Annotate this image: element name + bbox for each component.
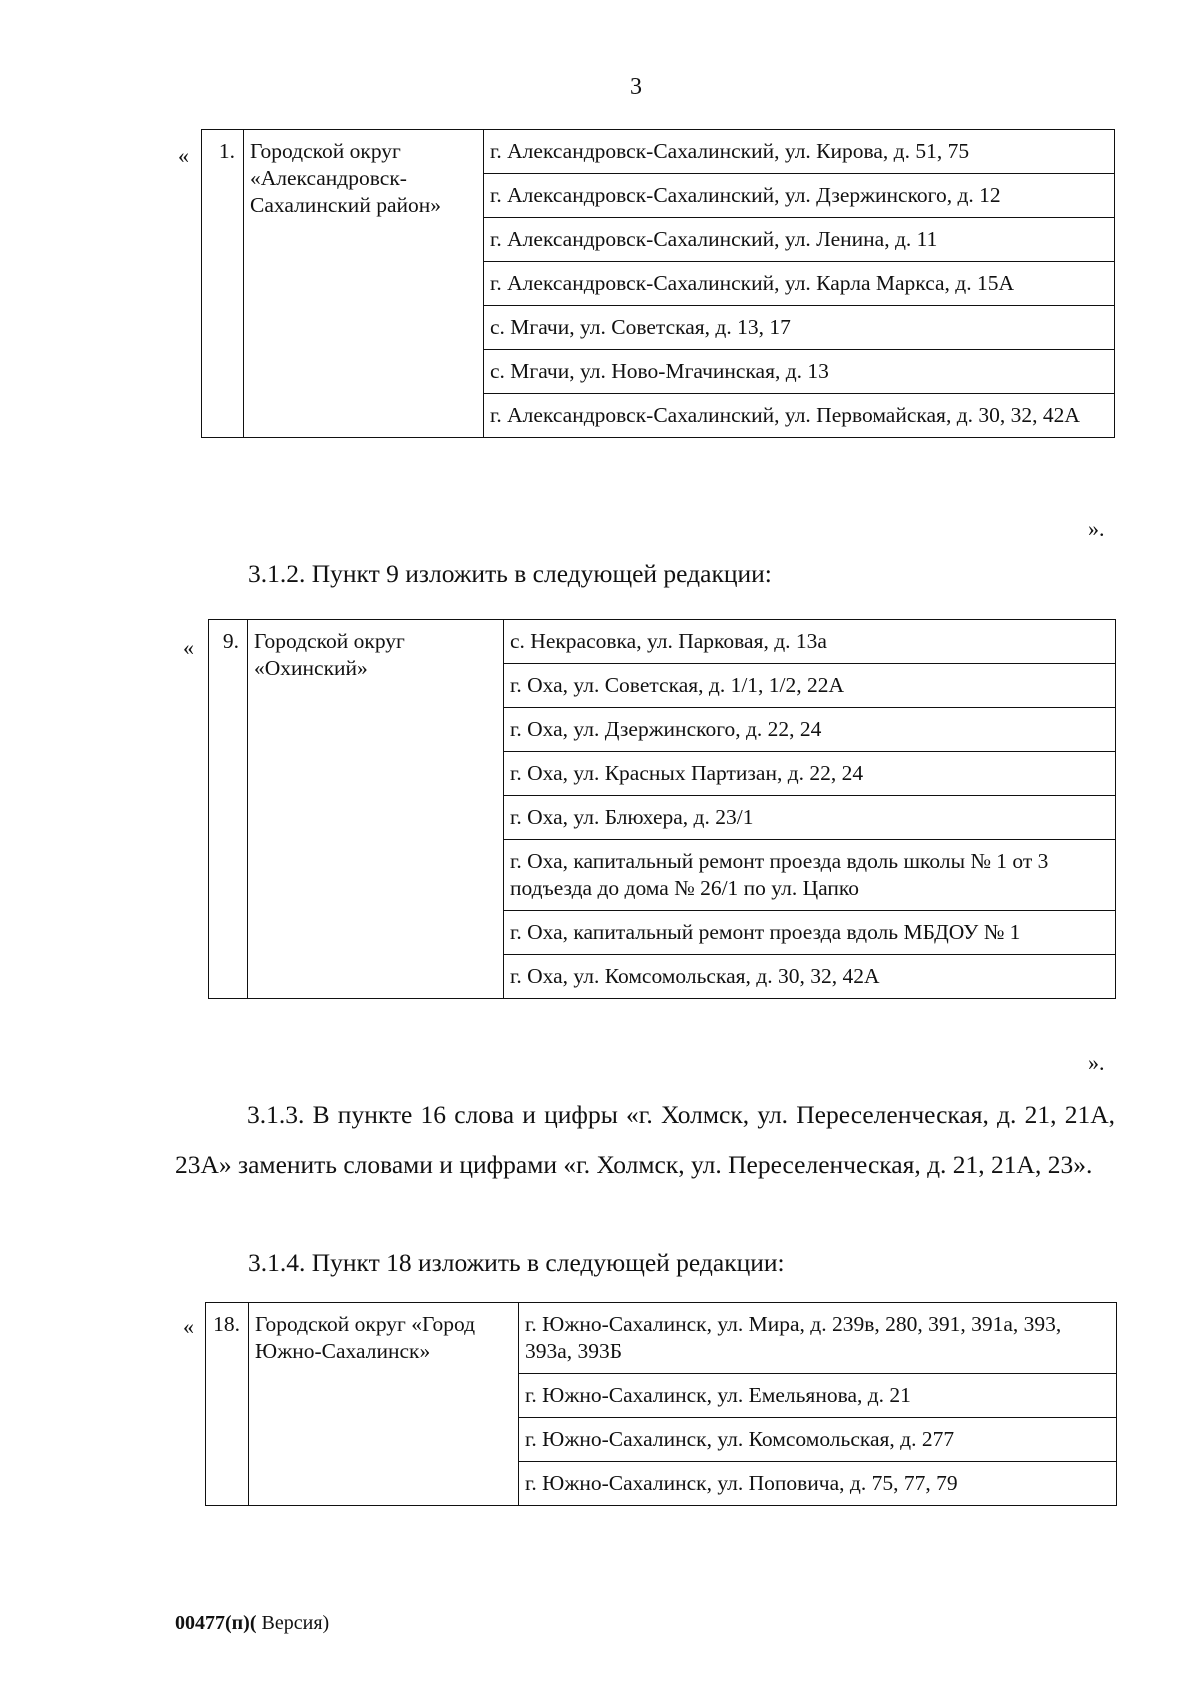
table3-address: г. Южно-Сахалинск, ул. Поповича, д. 75, 77, 79 [519, 1462, 1117, 1506]
table3-address: г. Южно-Сахалинск, ул. Мира, д. 239в, 280, 391, 391а, 393, 393а, 393Б [519, 1303, 1117, 1374]
table1-close-quote: ». [1088, 516, 1105, 541]
paragraph-3-1-3: 3.1.3. В пункте 16 слова и цифры «г. Холмск, ул. Переселенческая, д. 21, 21А, 23А» заменить словами и цифрами «г. Холмск, ул. Переселенческая, д. 21, 21А, 23». [175, 1100, 1115, 1179]
table1 [201, 129, 1115, 438]
table1-address: с. Мгачи, ул. Ново-Мгачинская, д. 13 [484, 350, 1115, 394]
paragraph-3-1-4: 3.1.4. Пункт 18 изложить в следующей редакции: [248, 1248, 785, 1277]
table1-address: г. Александровск-Сахалинский, ул. Кирова, д. 51, 75 [484, 130, 1115, 174]
table2-address: с. Некрасовка, ул. Парковая, д. 13а [504, 620, 1116, 664]
table2-address: г. Оха, ул. Дзержинского, д. 22, 24 [504, 708, 1116, 752]
table3-num: 18. [206, 1303, 249, 1506]
table1-address: г. Александровск-Сахалинский, ул. Дзержинского, д. 12 [484, 174, 1115, 218]
table2-address: г. Оха, ул. Блюхера, д. 23/1 [504, 796, 1116, 840]
table3-open-quote: « [183, 1314, 194, 1339]
table2-open-quote: « [183, 635, 194, 660]
table2-address: г. Оха, ул. Советская, д. 1/1, 1/2, 22А [504, 664, 1116, 708]
table1-address: г. Александровск-Сахалинский, ул. Первомайская, д. 30, 32, 42А [484, 394, 1115, 438]
table2-address: г. Оха, капитальный ремонт проезда вдоль школы № 1 от 3 подъезда до дома № 26/1 по ул. Цапко [504, 840, 1116, 911]
table1-open-quote: « [178, 143, 189, 168]
table1-num: 1. [202, 130, 244, 438]
table1-address: г. Александровск-Сахалинский, ул. Карла Маркса, д. 15А [484, 262, 1115, 306]
table3-address: г. Южно-Сахалинск, ул. Емельянова, д. 21 [519, 1374, 1117, 1418]
table2-address: г. Оха, ул. Красных Партизан, д. 22, 24 [504, 752, 1116, 796]
table-row [202, 130, 1115, 174]
table1-address: с. Мгачи, ул. Советская, д. 13, 17 [484, 306, 1115, 350]
table3-address: г. Южно-Сахалинск, ул. Комсомольская, д. 277 [519, 1418, 1117, 1462]
version-label: Версия) [256, 1612, 330, 1634]
table2 [208, 619, 1116, 999]
document-version [175, 1612, 329, 1635]
table1-district: Городской округ «Александровск-Сахалинский район» [244, 130, 484, 438]
table2-num: 9. [209, 620, 248, 999]
table-row [209, 620, 1116, 664]
page-number: 3 [630, 74, 642, 100]
paragraph-3-1-2: 3.1.2. Пункт 9 изложить в следующей редакции: [248, 559, 772, 588]
table2-address: г. Оха, ул. Комсомольская, д. 30, 32, 42А [504, 955, 1116, 999]
table2-address: г. Оха, капитальный ремонт проезда вдоль МБДОУ № 1 [504, 911, 1116, 955]
table3-district: Городской округ «Город Южно-Сахалинск» [249, 1303, 519, 1506]
table2-district: Городской округ «Охинский» [248, 620, 504, 999]
table-row [206, 1303, 1117, 1374]
table1-address: г. Александровск-Сахалинский, ул. Ленина, д. 11 [484, 218, 1115, 262]
table3 [205, 1302, 1117, 1506]
table2-close-quote: ». [1088, 1050, 1105, 1075]
document-code: 00477(п)( [175, 1612, 257, 1634]
